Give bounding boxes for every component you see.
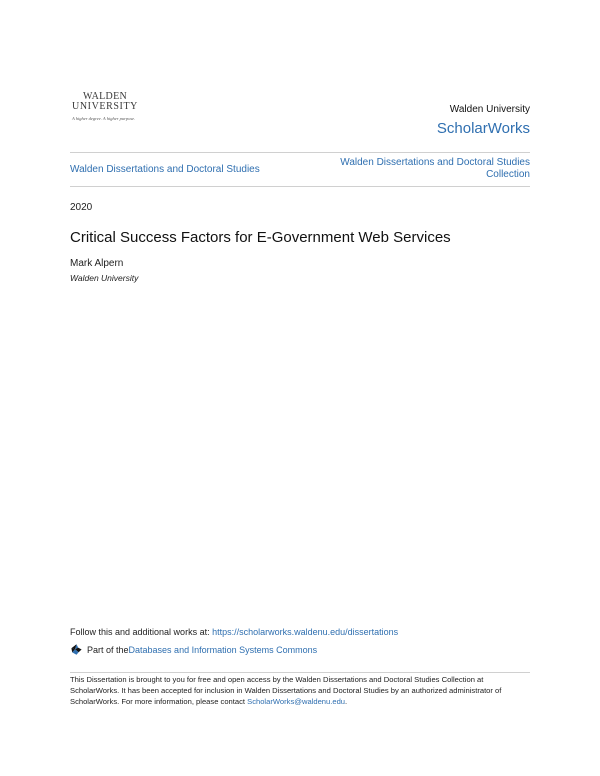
notice-text: This Dissertation is brought to you for free and open access by the Walden Dissertations and Doctoral Studies Collection at ScholarWorks. It has been accepted for inclusion in Walden Dissertations and Doctoral Studies by an authorized administrator of ScholarWorks. For more information, please contact	[70, 675, 502, 706]
notice-end: .	[345, 697, 348, 706]
follow-line	[70, 627, 398, 637]
publication-year: 2020	[70, 202, 93, 213]
partof-text: Part of the	[87, 644, 129, 655]
logo-tagline: A higher degree. A higher purpose.	[72, 116, 136, 121]
collection-right-line2: Collection	[486, 169, 530, 180]
author-name: Mark Alpern	[70, 258, 124, 269]
author-affiliation: Walden University	[70, 273, 139, 283]
scholarworks-link[interactable]: ScholarWorks	[436, 120, 530, 137]
dissertations-url-link[interactable]: https://scholarworks.waldenu.edu/dissertations	[212, 627, 399, 637]
network-commons-icon	[70, 643, 83, 656]
walden-university-logo[interactable]	[72, 92, 152, 121]
collection-link-left[interactable]: Walden Dissertations and Doctoral Studies	[70, 164, 260, 175]
logo-line-walden: WALDEN	[82, 91, 127, 102]
collection-right-line1: Walden Dissertations and Doctoral Studies	[340, 157, 530, 168]
header-divider	[70, 152, 530, 153]
commons-link[interactable]: Databases and Information Systems Commons	[128, 644, 318, 655]
collection-divider	[70, 186, 530, 187]
document-title: Critical Success Factors for E-Government Web Services	[70, 229, 451, 246]
part-of-line	[70, 643, 317, 656]
footer-divider	[70, 672, 530, 673]
follow-text: Follow this and additional works at:	[70, 627, 213, 637]
institution-name: Walden University	[449, 104, 530, 115]
logo-line-university: UNIVERSITY	[72, 101, 138, 112]
access-notice	[70, 674, 532, 707]
contact-email-link[interactable]: ScholarWorks@waldenu.edu	[247, 697, 346, 706]
collection-link-right[interactable]	[310, 157, 530, 181]
